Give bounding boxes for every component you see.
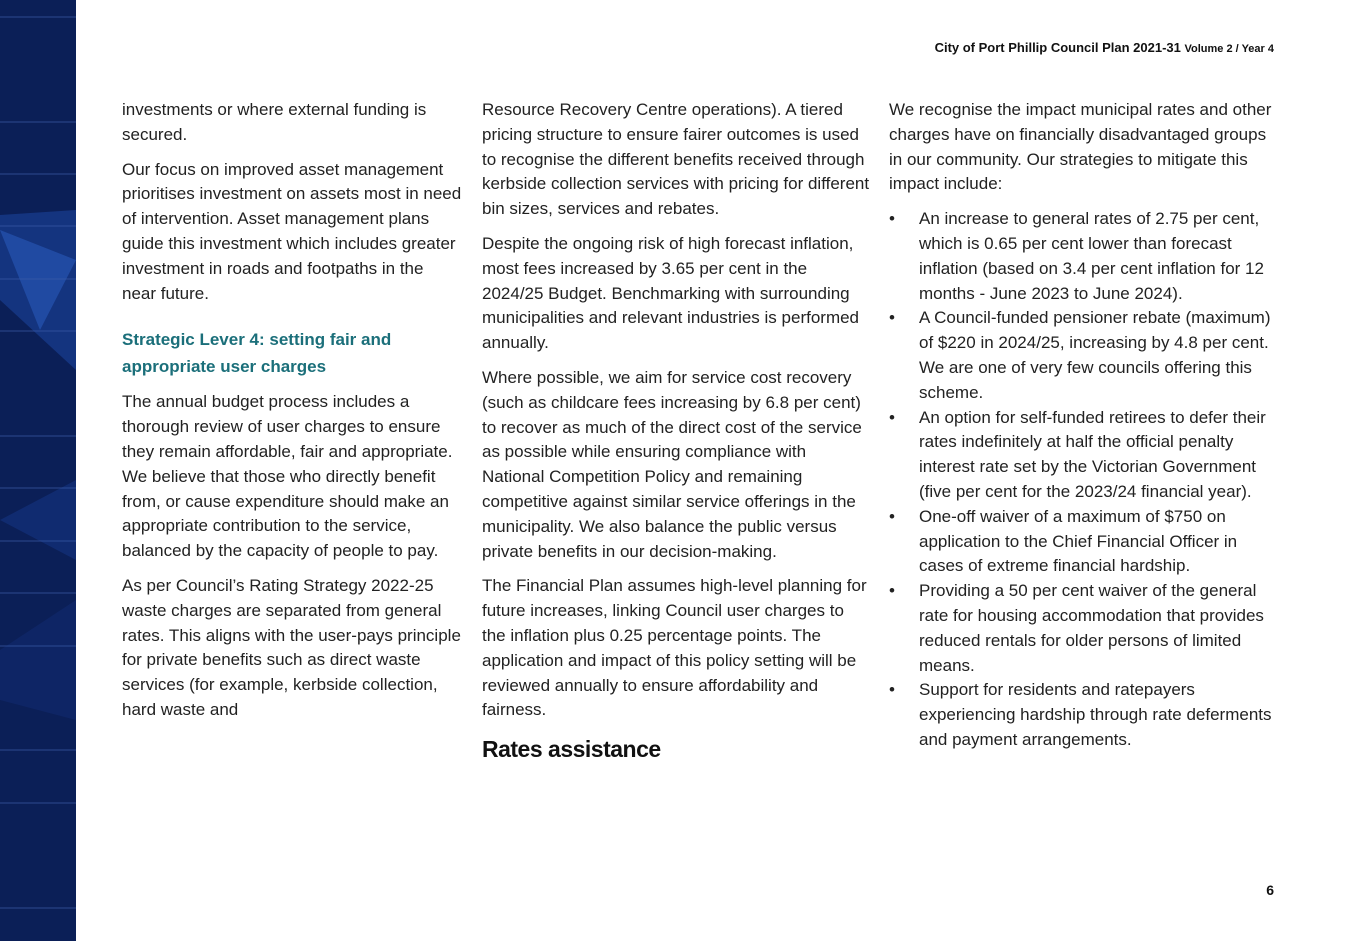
list-item: • A Council-funded pensioner rebate (maximum) of $220 in 2024/25, increasing by 4.8 per cent. We are one of very few councils offering this scheme. xyxy=(889,306,1274,405)
list-item: • An option for self-funded retirees to defer their rates indefinitely at half the official penalty interest rate set by the Victorian Government (five per cent for the 2023/24 financial year). xyxy=(889,406,1274,505)
paragraph: The annual budget process includes a thorough review of user charges to ensure they remain affordable, fair and appropriate. We believe that those who directly benefit from, or cause expenditure should make an appropriate contribution to the service, balanced by the capacity of people to pay. xyxy=(122,392,453,561)
rates-assistance-heading: Rates assistance xyxy=(482,736,661,763)
column-3 xyxy=(889,98,1274,753)
side-band-pattern xyxy=(0,0,76,941)
paragraph: investments or where external funding is secured. xyxy=(122,100,427,144)
paragraph: Despite the ongoing risk of high forecast inflation, most fees increased by 3.65 per cent in the 2024/25 Budget. Benchmarking with surrounding municipalities and relevant industries is performed annually. xyxy=(482,233,860,353)
header-subtitle: Volume 2 / Year 4 xyxy=(1184,43,1274,55)
paragraph: Our focus on improved asset management prioritises investment on assets most in need of intervention. Asset management plans guide this investment which includes greater investment in roads and footpaths in the near future. xyxy=(122,159,462,303)
paragraph: Where possible, we aim for service cost recovery (such as childcare fees increasing by 6.8 per cent) to recover as much of the direct cost of the service as possible while ensuring compliance with National Competition Policy and remaining competitive against similar service offerings in the municipality. We also balance the public versus private benefits in our decision-making. xyxy=(482,367,862,561)
section-heading: Strategic Lever 4: setting fair and appropriate user charges xyxy=(122,330,392,377)
paragraph: As per Council’s Rating Strategy 2022-25 waste charges are separated from general rates. This aligns with the user-pays principle for private benefits such as direct waste services (for example, kerbside collection, hard waste and xyxy=(122,575,461,719)
strategy-list xyxy=(889,207,1274,753)
list-item: • Support for residents and ratepayers experiencing hardship through rate deferments and payment arrangements. xyxy=(889,678,1274,752)
page-number: 6 xyxy=(1266,882,1274,898)
page-header xyxy=(935,40,1274,55)
header-title: City of Port Phillip Council Plan 2021-31 xyxy=(934,40,1181,55)
list-item: • An increase to general rates of 2.75 per cent, which is 0.65 per cent lower than forecast inflation (based on 3.4 per cent inflation for 12 months - June 2023 to June 2024). xyxy=(889,207,1274,306)
decorative-side-band xyxy=(0,0,76,941)
column-1 xyxy=(122,98,462,733)
column-2 xyxy=(482,98,872,762)
paragraph: The Financial Plan assumes high-level planning for future increases, linking Council user charges to the inflation plus 0.25 percentage points. The application and impact of this policy setting will be reviewed annually to ensure affordability and fairness. xyxy=(482,576,867,720)
paragraph: Resource Recovery Centre operations). A tiered pricing structure to ensure fairer outcomes is used to recognise the different benefits received through kerbside collection services with pricing for different bin sizes, services and rebates. xyxy=(482,100,870,219)
list-item: • One-off waiver of a maximum of $750 on application to the Chief Financial Officer in cases of extreme financial hardship. xyxy=(889,505,1274,579)
paragraph: We recognise the impact municipal rates and other charges have on financially disadvantaged groups in our community. Our strategies to mitigate this impact include: xyxy=(889,100,1272,194)
list-item: • Providing a 50 per cent waiver of the general rate for housing accommodation that provides reduced rentals for older persons of limited means. xyxy=(889,579,1274,678)
